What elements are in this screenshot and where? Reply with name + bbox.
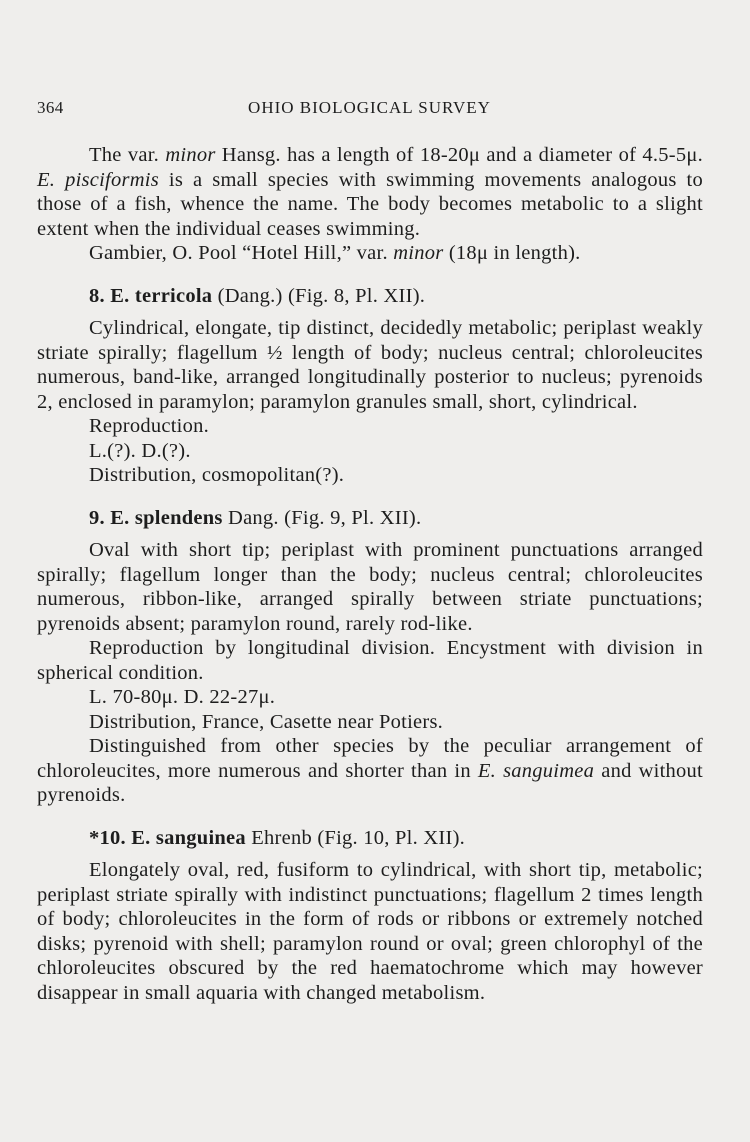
distribution-9: Distribution, France, Casette near Potiers. xyxy=(89,710,444,733)
species-description-10: Elongately oval, red, fusiform to cylindrical, with short tip, metabolic; periplast striate spirally with indistinct punctuations; flagellum 2 times length of body; chloroleucites in the form of rods or ribbons or extremely notched disks; pyrenoid with shell; paramylon round or oval; green chlorophyl of the chloroleucites obscured by the red haematochrome which may however disappear in small aquaria with changed metabolism. xyxy=(37,859,703,1004)
species-heading-9: 9. E. splendens Dang. (Fig. 9, Pl. XII). xyxy=(89,506,422,529)
dimensions-9: L. 70-80μ. D. 22-27μ. xyxy=(89,686,276,708)
species-heading-8: 8. E. terricola (Dang.) (Fig. 8, Pl. XII). xyxy=(89,284,426,307)
reproduction-9: Reproduction by longitudinal division. Encystment with division in spherical condition. xyxy=(37,637,703,684)
running-head: OHIO BIOLOGICAL SURVEY xyxy=(248,98,491,117)
note-9: Distinguished from other species by the peculiar arrangement of chloroleucites, more numerous and shorter than in E. sanguimea and without pyrenoids. xyxy=(37,735,703,806)
locality-line: Gambier, O. Pool “Hotel Hill,” var. minor (18μ in length). xyxy=(89,242,581,264)
page-number: 364 xyxy=(37,98,64,117)
page-body xyxy=(37,143,703,1005)
intro-paragraph: The var. minor Hansg. has a length of 18-20μ and a diameter of 4.5-5μ. E. pisciformis is a small species with swimming movements analogous to those of a fish, whence the name. The body becomes metabolic to a slight extent when the individual ceases swimming. xyxy=(37,144,703,240)
species-description-8: Cylindrical, elongate, tip distinct, decidedly metabolic; periplast weakly striate spirally; flagellum ½ length of body; nucleus central; chloroleucites numerous, band-like, arranged longitudinally posterior to nucleus; pyrenoids 2, enclosed in paramylon; paramylon granules small, short, cylindrical. xyxy=(37,317,703,413)
species-description-9: Oval with short tip; periplast with prominent punctuations arranged spirally; flagellum longer than the body; nucleus central; chloroleucites numerous, ribbon-like, arranged spirally between striate punctuations; pyrenoids absent; paramylon round, rarely rod-like. xyxy=(37,539,703,635)
reproduction-8: Reproduction. xyxy=(89,415,209,437)
dimensions-8: L.(?). D.(?). xyxy=(89,439,191,462)
distribution-8: Distribution, cosmopolitan(?). xyxy=(89,464,345,486)
species-heading-10: *10. E. sanguinea Ehrenb (Fig. 10, Pl. XII). xyxy=(89,826,466,849)
